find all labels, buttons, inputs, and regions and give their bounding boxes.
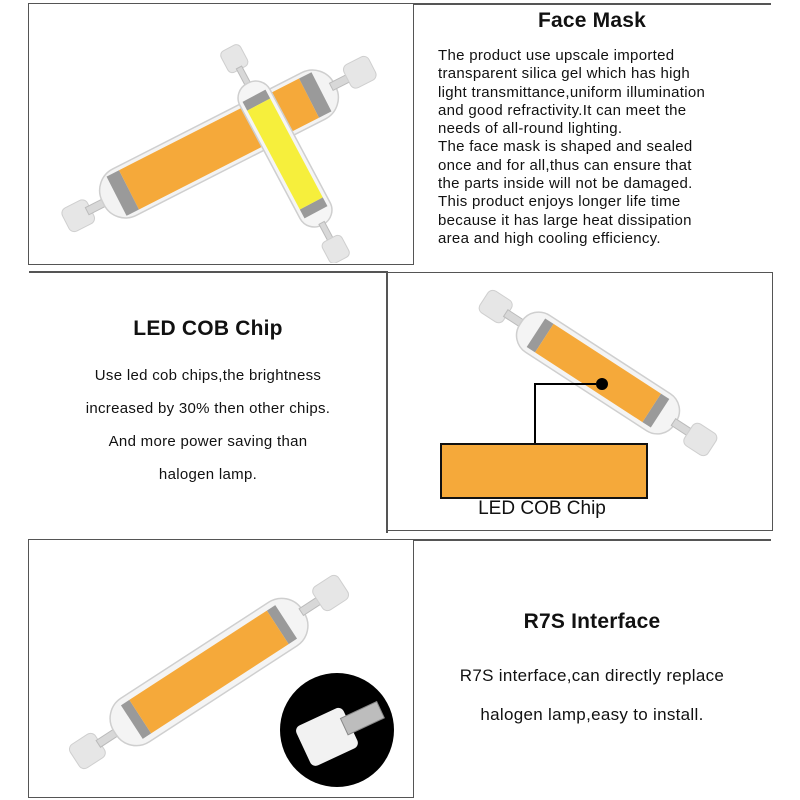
led-cob-chip-description [30,359,386,491]
text-line: once and for all,thus can ensure that [438,156,692,174]
led-cob-chip-title: LED COB Chip [133,317,283,340]
text-line: The face mask is shaped and sealed [438,138,693,156]
led-cob-chip-image-frame [387,272,773,531]
text-line: This product enjoys longer life time [438,193,681,211]
divider-bottom [413,539,771,541]
text-line: The product use upscale imported [438,47,675,64]
crossed-led-tubes-illustration [29,4,412,263]
r7s-interface-description [413,656,771,734]
text-line: R7S interface,can directly replace [459,666,725,685]
endcap-closeup [280,673,394,787]
r7s-tube-illustration [29,540,412,796]
face-mask-image-frame [28,3,414,265]
text-line: halogen lamp,easy to install. [480,705,704,724]
r7s-interface-title: R7S Interface [523,610,661,633]
cob-chip-callout-label: LED COB Chip [478,498,606,519]
text-line: halogen lamp. [158,466,258,483]
text-line: Use led cob chips,the brightness [94,367,322,384]
cob-chip-swatch [440,443,648,499]
text-line: and good refractivity.It can meet the [438,101,687,119]
text-line: the parts inside will not be damaged. [438,175,693,193]
text-line: needs of all-round lighting. [438,120,623,138]
text-line: area and high cooling efficiency. [438,229,661,247]
text-line: transparent silica gel which has high [438,65,691,83]
text-line: And more power saving than [108,433,308,450]
text-line: light transmittance,uniform illumination [438,83,706,101]
face-mask-title: Face Mask [537,9,647,32]
text-line: because it has large heat dissipation [438,211,692,229]
face-mask-description [438,47,778,248]
r7s-image-frame [28,539,414,798]
divider-top [413,3,771,5]
text-line: increased by 30% then other chips. [85,400,331,417]
divider-middle [29,271,387,273]
